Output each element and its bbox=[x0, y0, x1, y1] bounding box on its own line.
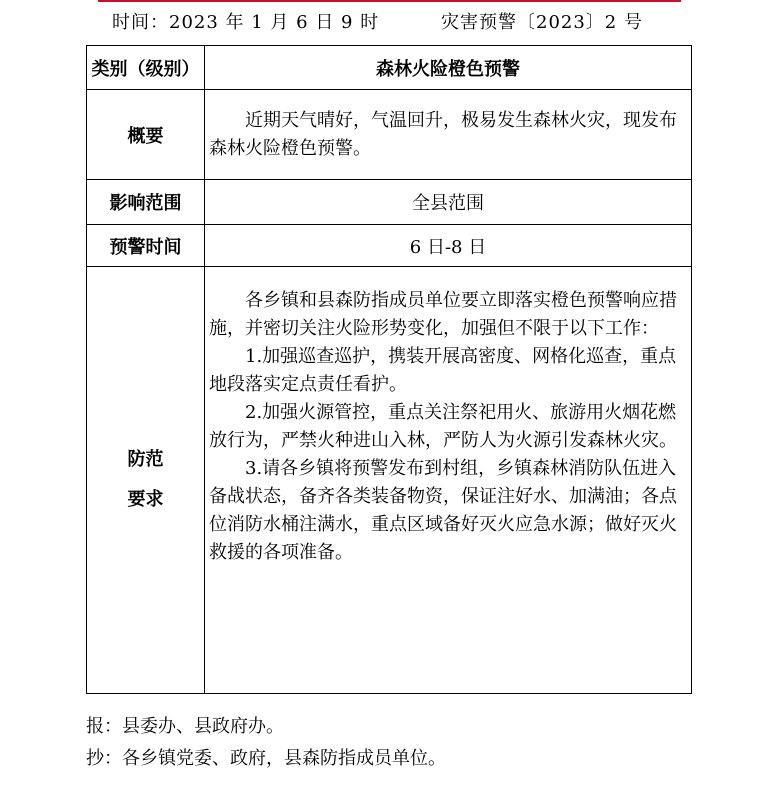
period-label: 预警时间 bbox=[87, 225, 205, 267]
measure-item-1: 1.加强巡查巡护，携装开展高密度、网格化巡查，重点地段落实定点责任看护。 bbox=[209, 346, 677, 395]
issue-time: 时间：2023 年 1 月 6 日 9 时 bbox=[112, 12, 380, 33]
copy-to: 抄：各乡镇党委、政府，县森防指成员单位。 bbox=[86, 748, 446, 769]
measures-intro: 各乡镇和县森防指成员单位要立即落实橙色预警响应措施，并密切关注火险形势变化，加强但不限于以下工作： bbox=[209, 290, 677, 339]
warning-table bbox=[86, 45, 692, 694]
period-value: 6 日-8 日 bbox=[205, 225, 692, 267]
measures-cell bbox=[205, 267, 692, 694]
document-number: 灾害预警〔2023〕2 号 bbox=[441, 12, 643, 33]
category-value: 森林火险橙色预警 bbox=[205, 46, 692, 90]
period-row bbox=[87, 225, 692, 267]
report-to: 报：县委办、县政府办。 bbox=[86, 716, 284, 737]
measures-label-line2: 要求 bbox=[127, 489, 164, 510]
summary-text: 近期天气晴好，气温回升，极易发生森林火灾，现发布森林火险橙色预警。 bbox=[209, 109, 677, 159]
scope-label: 影响范围 bbox=[87, 180, 205, 225]
summary-row bbox=[87, 90, 692, 180]
scope-row bbox=[87, 180, 692, 225]
category-label: 类别（级别） bbox=[87, 46, 205, 90]
measures-label bbox=[87, 267, 205, 694]
summary-label: 概要 bbox=[87, 90, 205, 180]
measures-label-line1: 防范 bbox=[127, 449, 164, 470]
measure-item-3: 3.请各乡镇将预警发布到村组，乡镇森林消防队伍进入备战状态，备齐各类装备物资，保证注好水、加满油；各点位消防水桶注满水，重点区域备好灭火应急水源；做好灭火救援的各项准备。 bbox=[209, 458, 677, 563]
scope-value: 全县范围 bbox=[205, 180, 692, 225]
summary-cell bbox=[205, 90, 692, 180]
measure-item-2: 2.加强火源管控，重点关注祭祀用火、旅游用火烟花燃放行为，严禁火种进山入林，严防人为火源引发森林火灾。 bbox=[209, 402, 677, 451]
measures-row bbox=[87, 267, 692, 694]
category-row bbox=[87, 46, 692, 90]
header-red-rule bbox=[98, 0, 681, 2]
